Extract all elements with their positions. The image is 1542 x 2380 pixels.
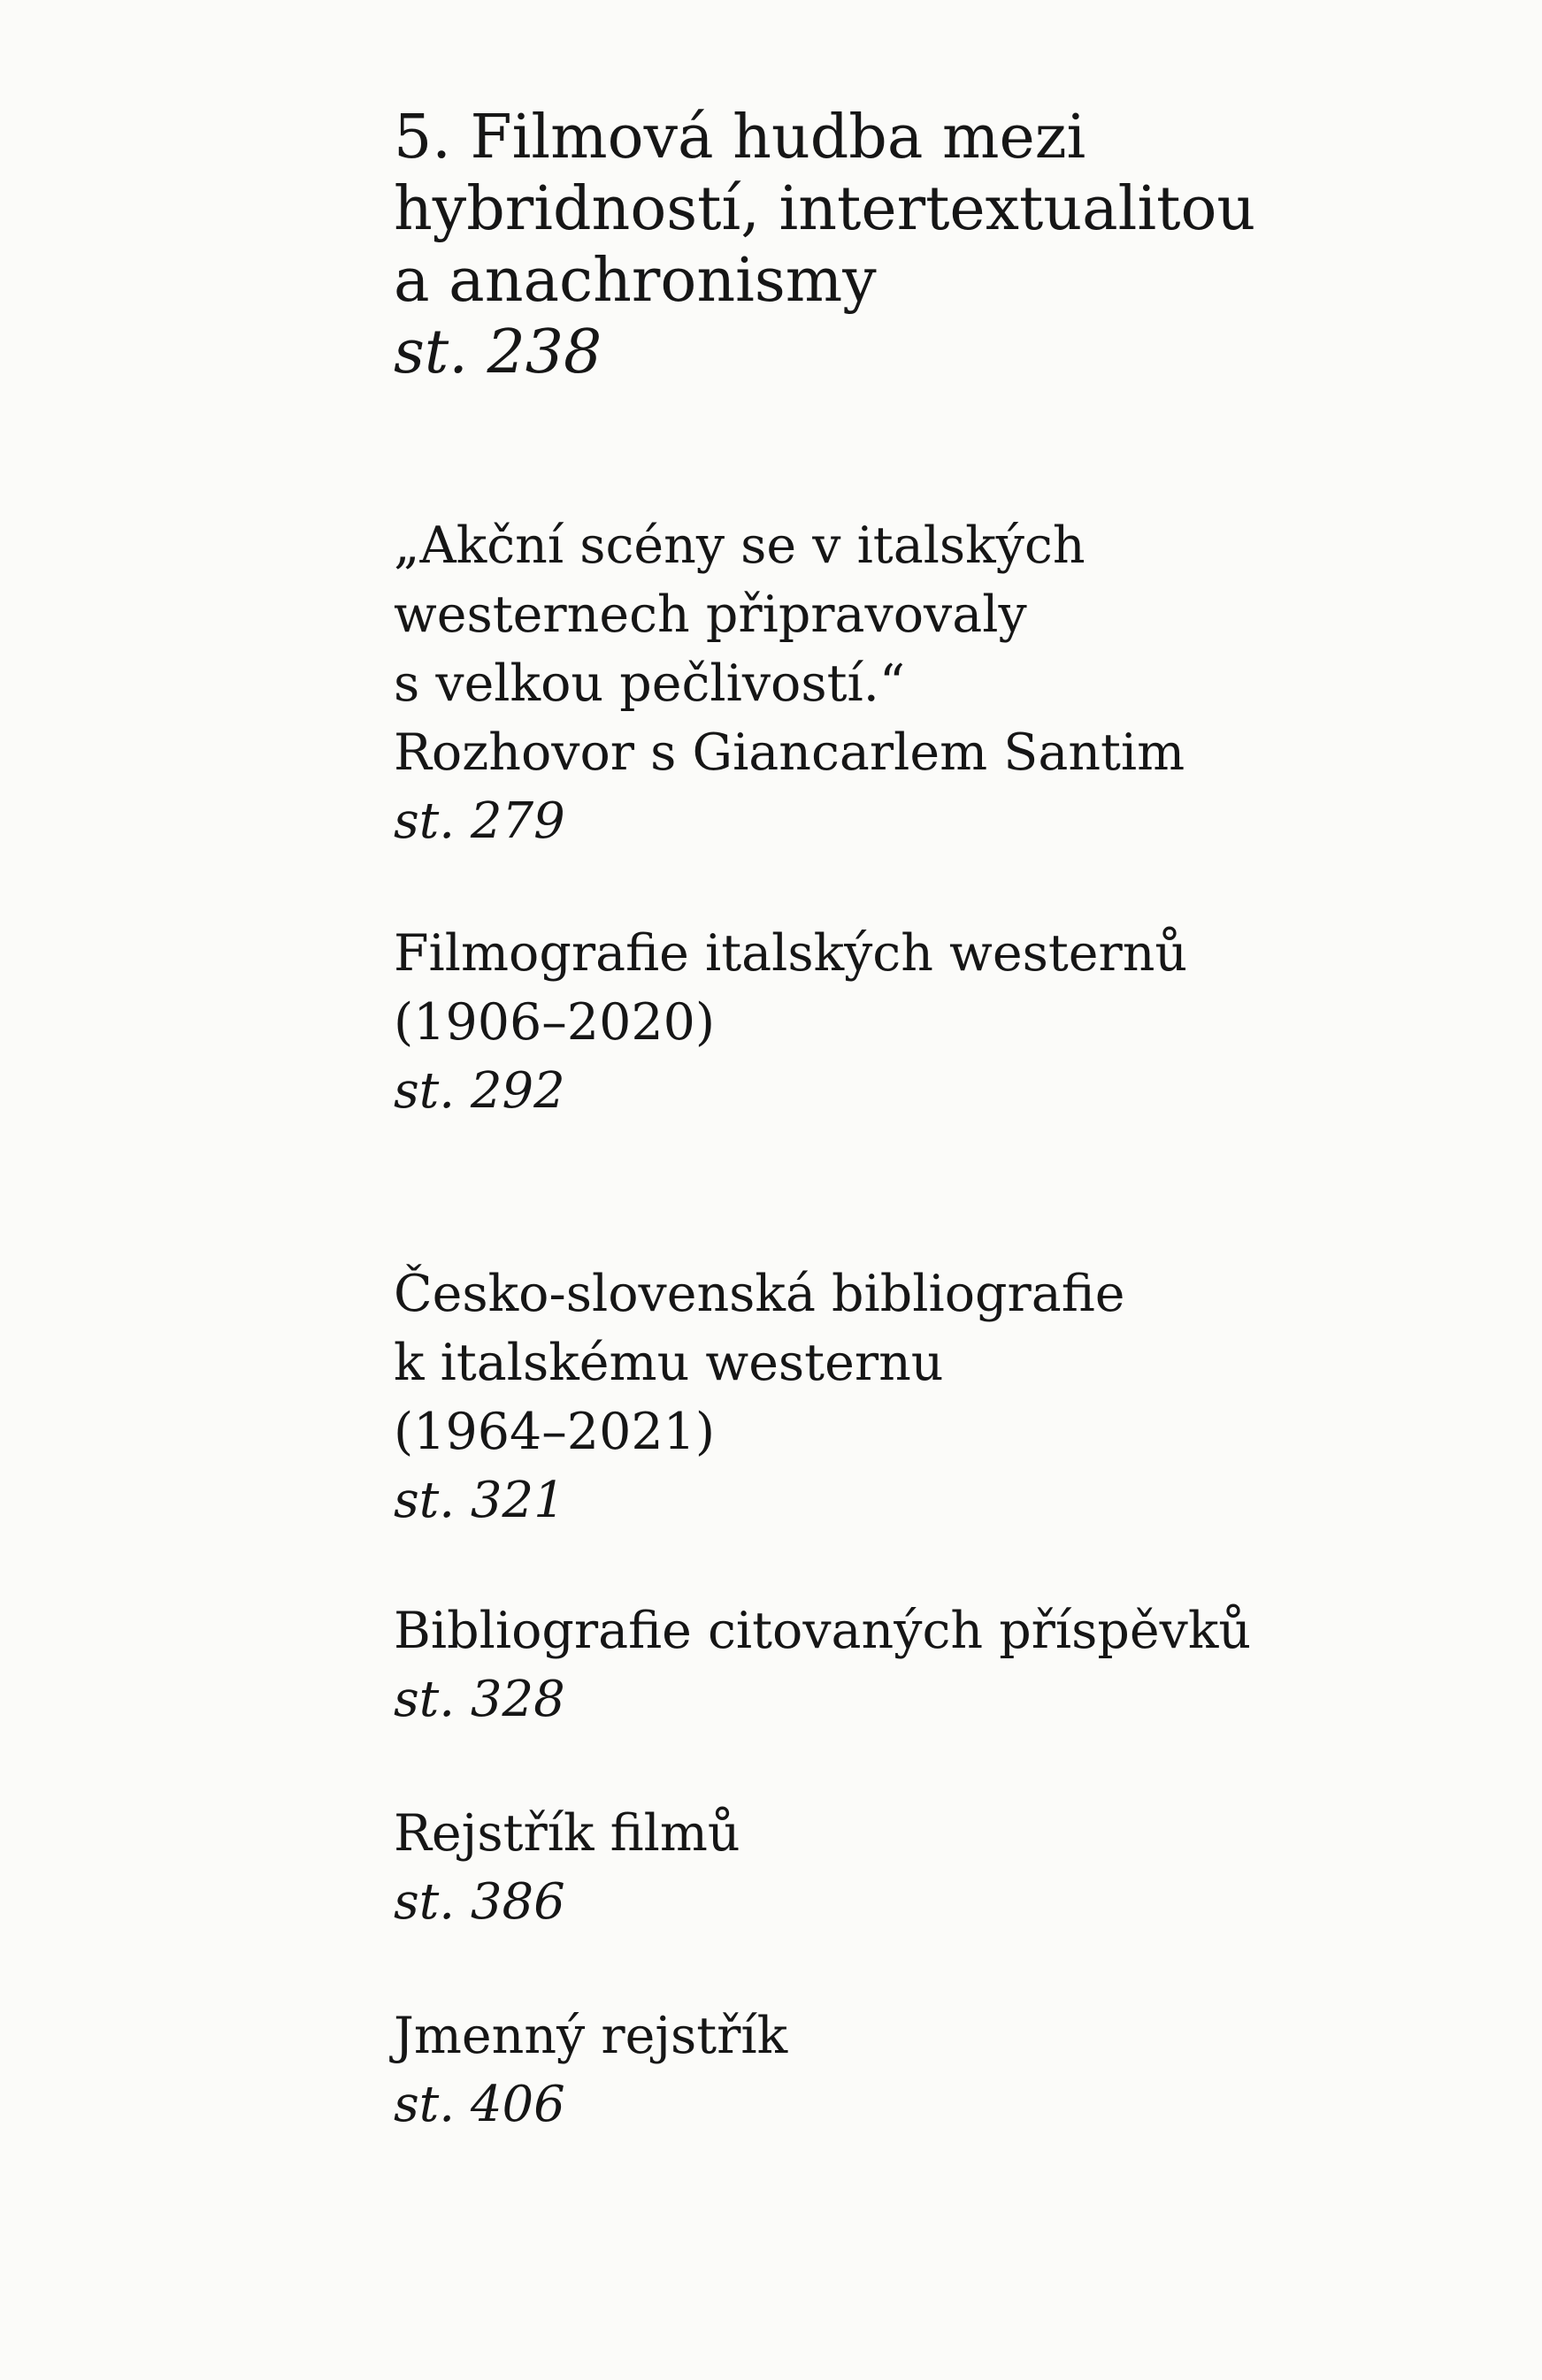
- page-number: st. 321: [394, 1472, 565, 1529]
- page-number: st. 292: [394, 1062, 565, 1120]
- page-number: st. 386: [394, 1873, 565, 1931]
- chapter-title-line: a anachronismy: [394, 246, 877, 316]
- entry-title-line: Filmografie italských westernů: [394, 924, 1188, 983]
- chapter-title-line: hybridností, intertextualitou: [394, 174, 1256, 244]
- toc-entry-film-index: [394, 1799, 740, 1937]
- toc-entry-interview: [394, 511, 1185, 856]
- entry-title-line: Rejstřík filmů: [394, 1804, 740, 1863]
- toc-entry-cited-bibliography: [394, 1596, 1251, 1734]
- entry-title-line: „Akční scény se v italských: [394, 517, 1086, 575]
- chapter-5-entry: [394, 102, 1255, 388]
- page-number: st. 279: [394, 792, 565, 850]
- chapter-title-line: 5. Filmová hudba mezi: [394, 103, 1086, 172]
- entry-title-line: Česko-slovenská bibliografie: [394, 1265, 1125, 1323]
- entry-title-line: s velkou pečlivostí.“: [394, 654, 905, 713]
- entry-title-line: Jmenný rejstřík: [394, 2007, 788, 2065]
- toc-entry-czech-slovak-bibliography: [394, 1259, 1125, 1535]
- entry-title-line: westernech připravovaly: [394, 585, 1027, 644]
- entry-title-line: k italskému westernu: [394, 1334, 944, 1392]
- page-number: st. 328: [394, 1671, 565, 1728]
- page-number: st. 238: [394, 318, 602, 387]
- entry-title-line: (1964–2021): [394, 1403, 716, 1461]
- page-number: st. 406: [394, 2076, 565, 2133]
- toc-entry-filmography: [394, 919, 1187, 1126]
- toc-entry-name-index: [394, 2001, 787, 2139]
- entry-title-line: (1906–2020): [394, 993, 716, 1052]
- entry-title-line: Bibliografie citovaných příspěvků: [394, 1602, 1252, 1660]
- entry-title-line: Rozhovor s Giancarlem Santim: [394, 723, 1185, 782]
